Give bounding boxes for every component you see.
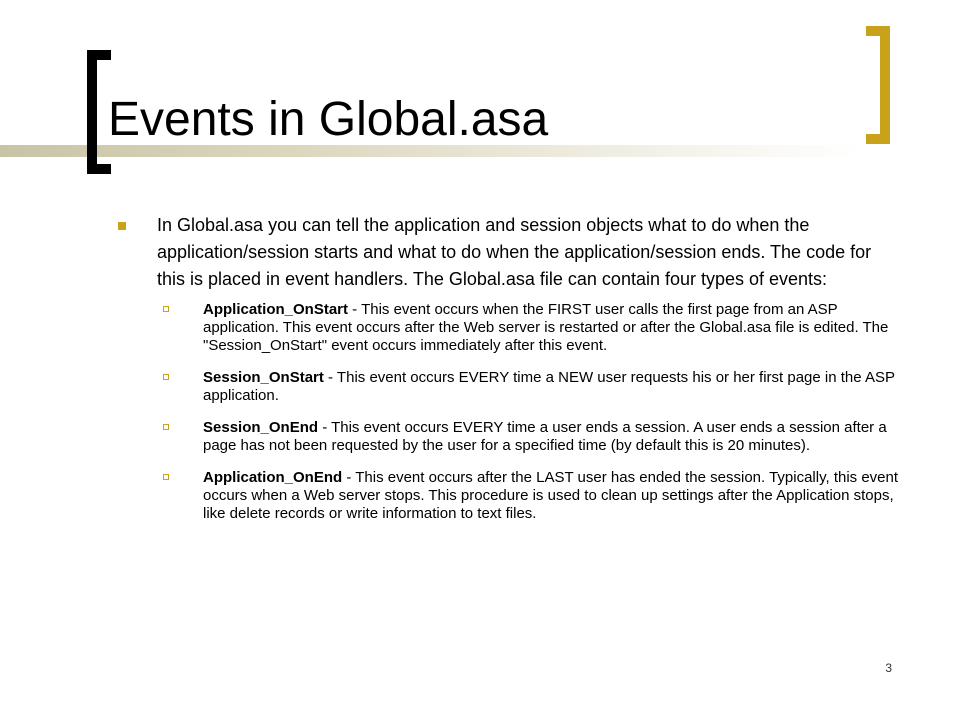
slide-title: Events in Global.asa: [108, 93, 549, 146]
event-name: Session_OnStart: [203, 369, 324, 386]
slide-content: [0, 212, 960, 523]
event-item-session-onstart: [203, 369, 903, 405]
event-description: - This event occurs after the LAST user has ended the session. Typically, this event occurs when a Web server stops. This procedure is used to clean up settings after the Application stops, like delete records or write information to text files.: [203, 469, 899, 522]
hollow-square-bullet-icon: [163, 306, 169, 312]
right-bracket-decoration: [866, 26, 890, 144]
event-description: - This event occurs EVERY time a NEW user requests his or her first page in the ASP application.: [203, 369, 895, 404]
hollow-square-bullet-icon: [163, 374, 169, 380]
square-bullet-icon: [118, 222, 126, 230]
event-item-application-onstart: [203, 301, 903, 355]
event-item-session-onend: [203, 419, 903, 455]
hollow-square-bullet-icon: [163, 424, 169, 430]
event-description: - This event occurs EVERY time a user ends a session. A user ends a session after a page has not been requested by the user for a specified time (by default this is 20 minutes).: [203, 419, 887, 454]
event-name: Application_OnEnd: [203, 469, 343, 486]
event-description: - This event occurs when the FIRST user calls the first page from an ASP application. This event occurs after the Web server is restarted or after the Global.asa file is edited. The "Session_OnStart" event occurs immediately after this event.: [203, 301, 889, 354]
event-name: Application_OnStart: [203, 301, 349, 318]
hollow-square-bullet-icon: [163, 474, 169, 480]
intro-paragraph: [157, 212, 897, 293]
intro-text: In Global.asa you can tell the application and session objects what to do when the application/session starts and what to do when the application/session ends. The code for this is placed in event handlers. The Global.asa file can contain four types of events:: [157, 215, 872, 289]
event-name: Session_OnEnd: [203, 419, 319, 436]
page-number: 3: [885, 661, 892, 675]
event-item-application-onend: [203, 469, 903, 523]
